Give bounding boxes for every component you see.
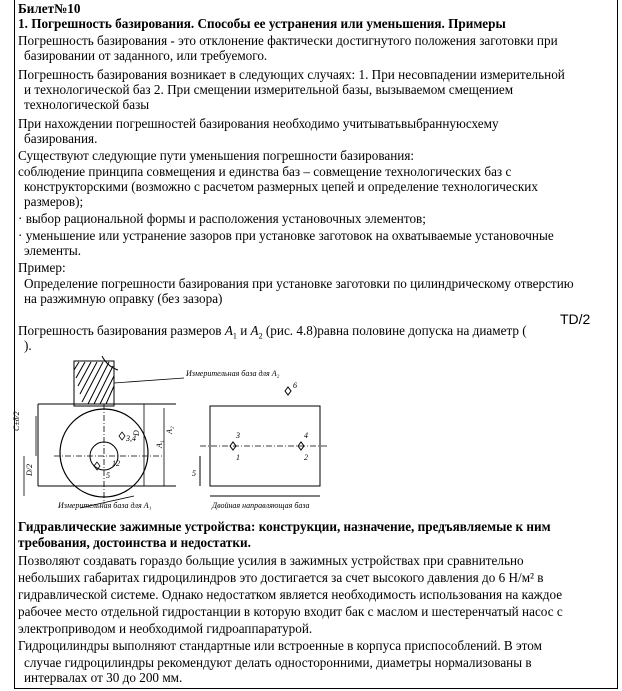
paragraph-principle-cont2: размеров);	[24, 194, 84, 209]
section-2-heading: Гидравлические зажимные устройства: конструкции, назначение, предъявляемые к ним	[18, 519, 551, 534]
paragraph-causes-cont2: технологической базы	[24, 97, 150, 112]
section-2-text-2: небольших габаритах гидроцилиндров это достигается за счет высокого давления до 6 Н/м² в	[18, 570, 544, 585]
list-item-gaps-cont: элементы.	[24, 243, 82, 258]
section-2-text-8: интервалах от 30 до 200 мм.	[24, 670, 183, 685]
fig-right-point-4: 4	[304, 431, 308, 440]
paragraph-principle: соблюдение принципа совмещения и единства баз – совмещение технологических баз с	[18, 164, 512, 179]
paragraph-definition-cont: базировании от заданного, или требуемого.	[24, 48, 268, 63]
section-2-text-4: рабочее место отдельной гидростанции в которую входит бак с маслом и шестеренчатый насос с	[18, 604, 563, 619]
label-double-guide-base: Двойная направляющая база	[212, 501, 310, 510]
fig-point-5: 5	[106, 471, 110, 480]
paragraph-causes-cont: и технологической баз 2. При смещении измерительной базы, вызываемом смещением	[24, 82, 514, 97]
label-measure-base-a1: Измерительная база для A₁	[58, 501, 152, 510]
dim-a2: A₂	[165, 426, 174, 434]
paragraph-finding: При нахождении погрешностей базирования необходимо учитыватьвыбраннуюсхему	[18, 116, 499, 131]
section-2-heading-cont: требования, достоинства и недостатки.	[18, 535, 251, 550]
paragraph-definition: Погрешность базирования - это отклонение фактически достигнутого положения заготовки при	[18, 33, 558, 48]
ticket-title: Билет№10	[18, 1, 81, 16]
example-text-cont: на разжимную оправку (без зазора)	[24, 291, 223, 306]
example-label: Пример:	[18, 260, 66, 275]
list-item-gaps: · уменьшение или устранение зазоров при установке заготовок на охватываемые установочные	[18, 228, 554, 243]
list-item-shape: · выбор рациональной формы и расположения установочных элементов;	[18, 211, 426, 226]
fig-right-point-2: 2	[304, 453, 308, 462]
dim-d: D	[132, 430, 141, 436]
label-measure-base-a2: Измерительная база для A₂	[186, 369, 280, 378]
section-2-text-6: Гидроцилиндры выполняют стандартные или встроенные в корпуса приспособлений. В этом	[18, 638, 542, 653]
fig-right-point-1: 1	[236, 453, 240, 462]
formula-td-2: TD/2	[560, 311, 591, 327]
question-1-heading: 1. Погрешность базирования. Способы ее устранения или уменьшения. Примеры	[18, 16, 506, 31]
section-2-text-3: гидравлической системе. Однако недостатком является необходимость использования на каждое	[18, 587, 563, 602]
dim-a1: A₁	[155, 440, 164, 448]
paragraph-causes: Погрешность базирования возникает в следующих случаях: 1. При несовпадении измерительной	[18, 67, 565, 82]
paragraph-ways: Существуют следующие пути уменьшения погрешности базирования:	[18, 148, 415, 163]
example-text: Определение погрешности базирования при установке заготовки по цилиндрическому отверстию	[24, 276, 574, 291]
paragraph-finding-cont: базирования.	[24, 131, 98, 146]
section-2-text-5: электроприводом и необходимой гидроаппаратурой.	[18, 621, 313, 636]
paragraph-principle-cont: конструкторскими (возможно с расчетом размерных цепей и определение технологических	[24, 179, 538, 194]
paragraph-error-dims: Погрешность базирования размеров $A_1$ и $A_2$ (рис. 4.8)равна половине допуска на диаметр (	[18, 323, 527, 341]
fig-right-point-5: 5	[192, 469, 196, 478]
dim-tolerance: C±δ/2	[12, 411, 21, 431]
paragraph-error-dims-end: ).	[24, 338, 32, 353]
section-2-text-7: случае гидроцилиндры рекомендуют делать односторонними, диаметры нормализованы в	[24, 655, 532, 670]
figure-side-view	[190, 376, 330, 516]
fig-right-point-6: 6	[293, 381, 297, 390]
section-2-text-1: Позволяют создавать гораздо больщие усилия в зажимных устройствах при сравнительно	[18, 553, 524, 568]
fig-right-point-3: 3	[236, 431, 240, 440]
fig-point-34: 3,4	[126, 434, 136, 443]
fig-point-12: 12	[112, 459, 120, 468]
dim-d2: D/2	[25, 464, 34, 476]
